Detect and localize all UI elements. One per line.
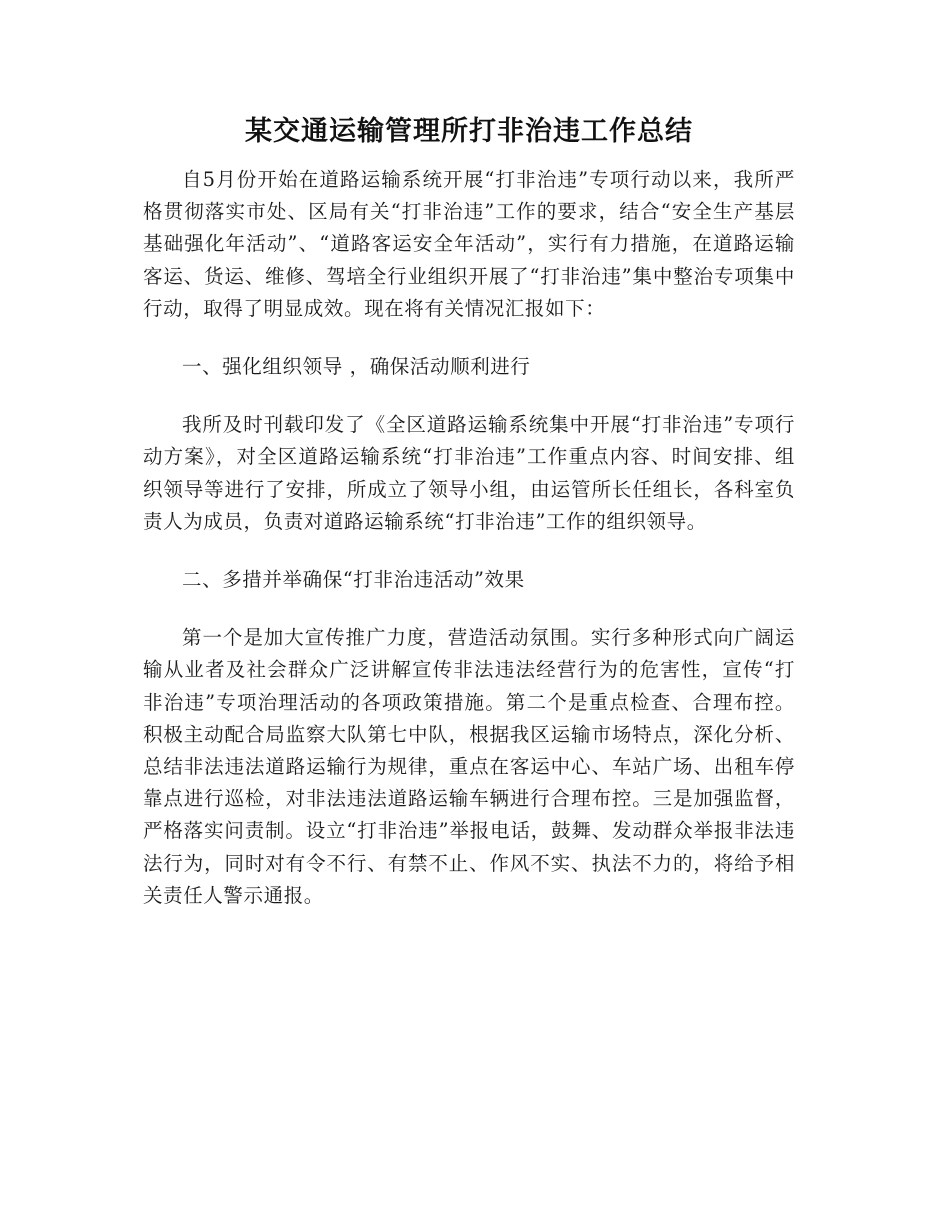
spacer	[143, 596, 795, 622]
section-1-heading: 一、强化组织领导 ，确保活动顺利进行	[182, 355, 531, 379]
intro-paragraph: 自5月份开始在道路运输系统开展“打非治违”专项行动以来，我所严格贯彻落实市处、区局有关“打非治违”工作的要求，结合“安全生产基层基础强化年活动”、“道路客运安全年活动”，实行有力措施，在道路运输客运、货运、维修、驾培全行业组织开展了“打非治违”集中整治专项集中行动，取得了明显成效。现在将有关情况汇报如下：	[143, 168, 795, 320]
section-2-body: 第一个是加大宣传推广力度，营造活动氛围。实行多种形式向广阔运输从业者及社会群众广泛讲解宣传非法违法经营行为的危害性，宣传“打非治违”专项治理活动的各项政策措施。第二个是重点检查、合理布控。积极主动配合局监察大队第七中队，根据我区运输市场特点，深化分析、总结非法违法道路运输行为规律，重点在客运中心、车站广场、出租车停靠点进行巡检，对非法违法道路运输车辆进行合理布控。三是加强监督，严格落实问责制。设立“打非治违”举报电话，鼓舞、发动群众举报非法违法行为，同时对有令不行、有禁不止、作风不实、执法不力的，将给予相关责任人警示通报。	[143, 626, 795, 907]
section-1-body: 我所及时刊载印发了《全区道路运输系统集中开展“打非治违”专项行动方案》，对全区道路运输系统“打非治违”工作重点内容、时间安排、组织领导等进行了安排，所成立了领导小组，由运管所长任组长，各科室负责人为成员，负责对道路运输系统“打非治违”工作的组织领导。	[143, 413, 795, 533]
spacer	[143, 383, 795, 409]
spacer	[143, 325, 795, 351]
section-2-heading: 二、多措并举确保“打非治违活动”效果	[182, 568, 525, 592]
document-title: 某交通运输管理所打非治违工作总结	[245, 116, 693, 147]
spacer	[143, 538, 795, 564]
document-page	[143, 112, 795, 912]
